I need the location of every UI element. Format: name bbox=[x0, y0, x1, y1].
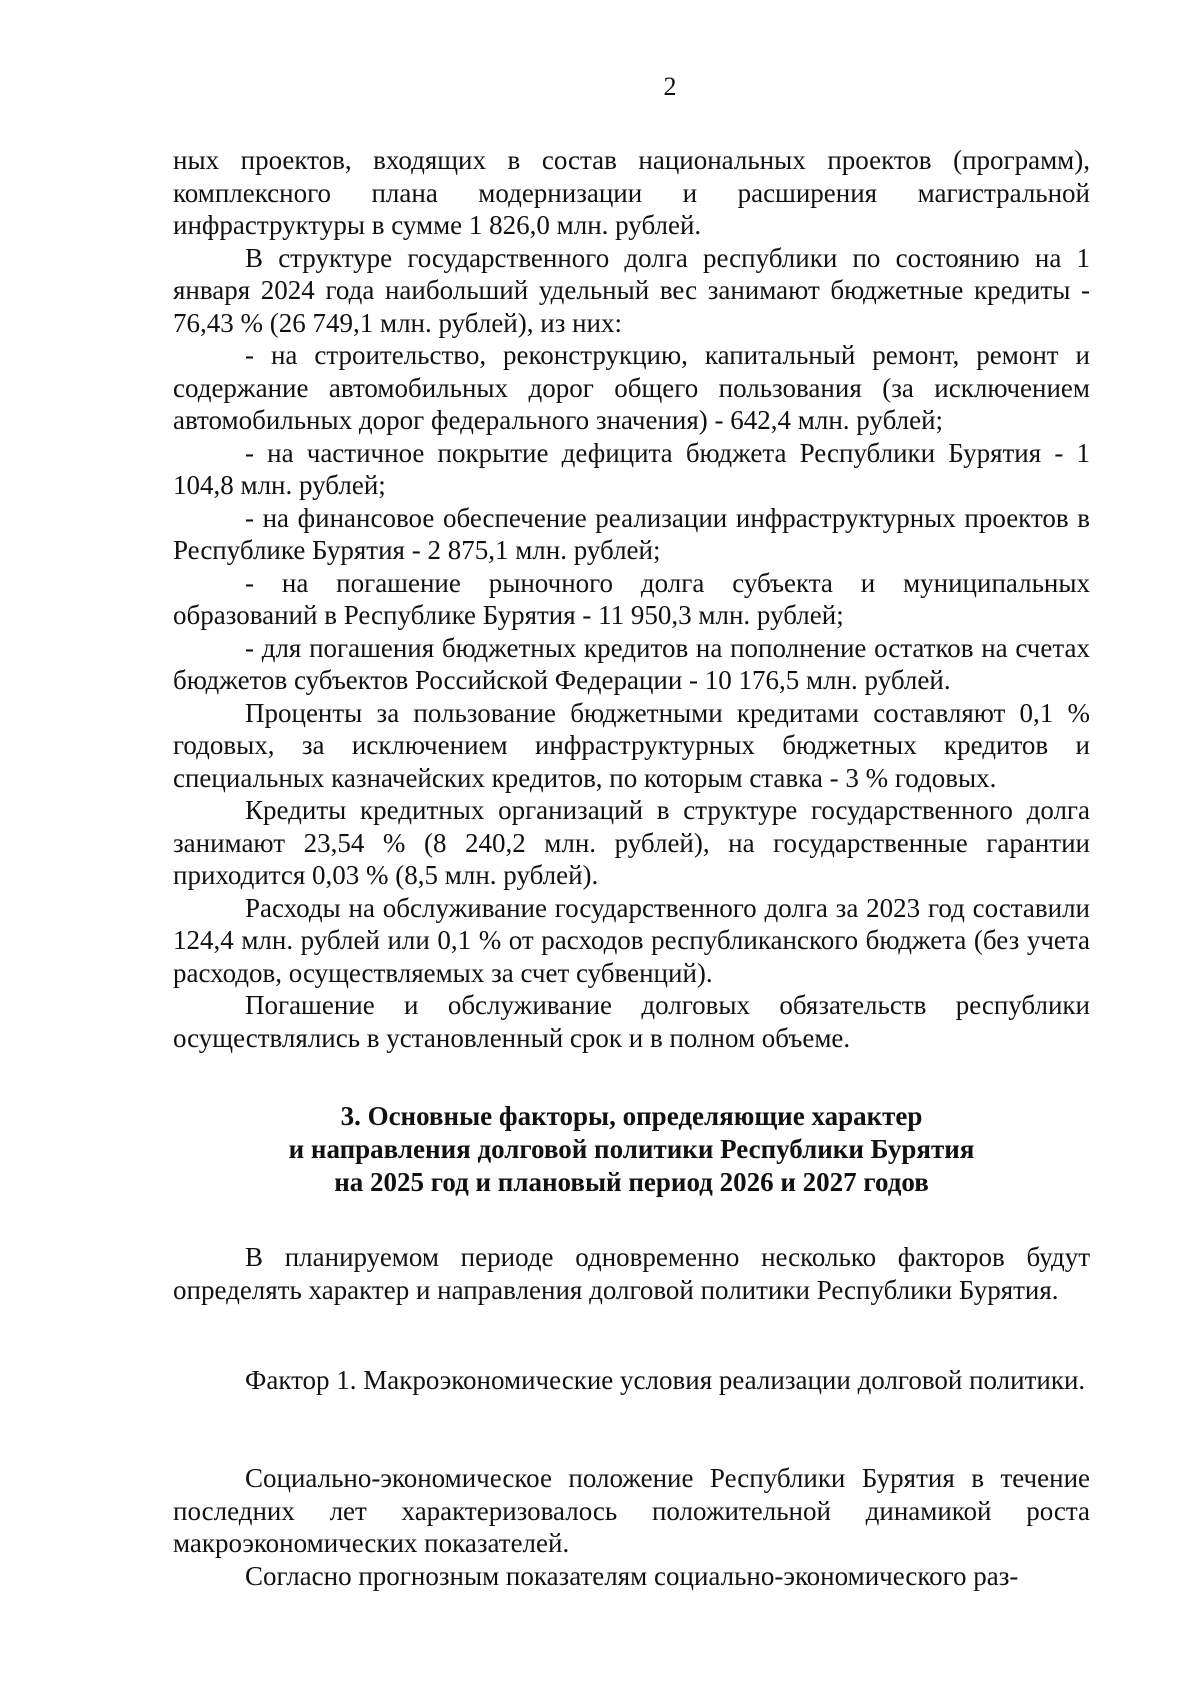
body-text bbox=[173, 144, 1090, 1054]
paragraph-forecast: Согласно прогнозным показателям социально-экономического раз- bbox=[245, 1560, 1019, 1591]
paragraph-repayment: Погашение и обслуживание долговых обязательств республики осуществлялись в установленный срок и в полном объеме. bbox=[173, 990, 1090, 1053]
list-item-deficit: - на частичное покрытие дефицита бюджета Республики Бурятия - 1 104,8 млн. рублей; bbox=[173, 437, 1090, 500]
paragraph-socio-block bbox=[173, 1462, 1090, 1592]
paragraph-service-costs: Расходы на обслуживание государственного долга за 2023 год составили 124,4 млн. рублей или 0,1 % от расходов республиканского бюджета (без учета расходов, осуществляемых за счет субвенций). bbox=[173, 892, 1090, 988]
paragraph-continuation: ных проектов, входящих в состав национальных проектов (программ), комплексного плана модернизации и расширения магистральной инфраструктуры в сумме 1 826,0 млн. рублей. bbox=[173, 145, 1090, 240]
section-heading-line: 3. Основные факторы, определяющие характер bbox=[340, 1101, 923, 1131]
list-item-market-debt: - на погашение рыночного долга субъекта и муниципальных образований в Республике Бурятия - 11 950,3 млн. рублей; bbox=[173, 567, 1090, 630]
paragraph-debt-structure: В структуре государственного долга республики по состоянию на 1 января 2024 года наибольший удельный вес занимают бюджетные кредиты - 76,43 % (26 749,1 млн. рублей), из них: bbox=[173, 242, 1090, 338]
section-heading-line: и направления долговой политики Республики Бурятия bbox=[288, 1134, 975, 1164]
paragraph-interest: Проценты за пользование бюджетными кредитами составляют 0,1 % годовых, за исключением инфраструктурных бюджетных кредитов и специальных казначейских кредитов, по которым ставка - 3 % годовых. bbox=[173, 697, 1090, 793]
paragraph-socio: Социально-экономическое положение Республики Бурятия в течение последних лет характеризовалось положительной динамикой роста макроэкономических показателей. bbox=[173, 1463, 1090, 1558]
page-number: 2 bbox=[663, 72, 677, 101]
paragraph-intro-block bbox=[173, 1241, 1090, 1306]
list-item-roads: - на строительство, реконструкцию, капитальный ремонт, ремонт и содержание автомобильных дорог общего пользования (за исключением автомобильных дорог федерального значения) - 642,4 млн. рублей; bbox=[173, 340, 1090, 435]
paragraph-factor1-block bbox=[173, 1364, 1090, 1397]
paragraph-factor1: Фактор 1. Макроэкономические условия реализации долговой политики. bbox=[245, 1365, 1086, 1395]
paragraph-bank-credits: Кредиты кредитных организаций в структуре государственного долга занимают 23,54 % (8 240,2 млн. рублей), на государственные гарантии приходится 0,03 % (8,5 млн. рублей). bbox=[173, 795, 1090, 890]
list-item-infrastructure: - на финансовое обеспечение реализации инфраструктурных проектов в Республике Бурятия - 2 875,1 млн. рублей; bbox=[173, 502, 1090, 565]
section-heading-line: на 2025 год и плановый период 2026 и 2027 годов bbox=[334, 1167, 929, 1197]
paragraph-intro: В планируемом периоде одновременно несколько факторов будут определять характер и направления долговой политики Республики Бурятия. bbox=[173, 1242, 1090, 1305]
list-item-budget-balances: - для погашения бюджетных кредитов на пополнение остатков на счетах бюджетов субъектов Российской Федерации - 10 176,5 млн. рублей. bbox=[173, 632, 1090, 695]
section-heading bbox=[173, 1100, 1090, 1199]
